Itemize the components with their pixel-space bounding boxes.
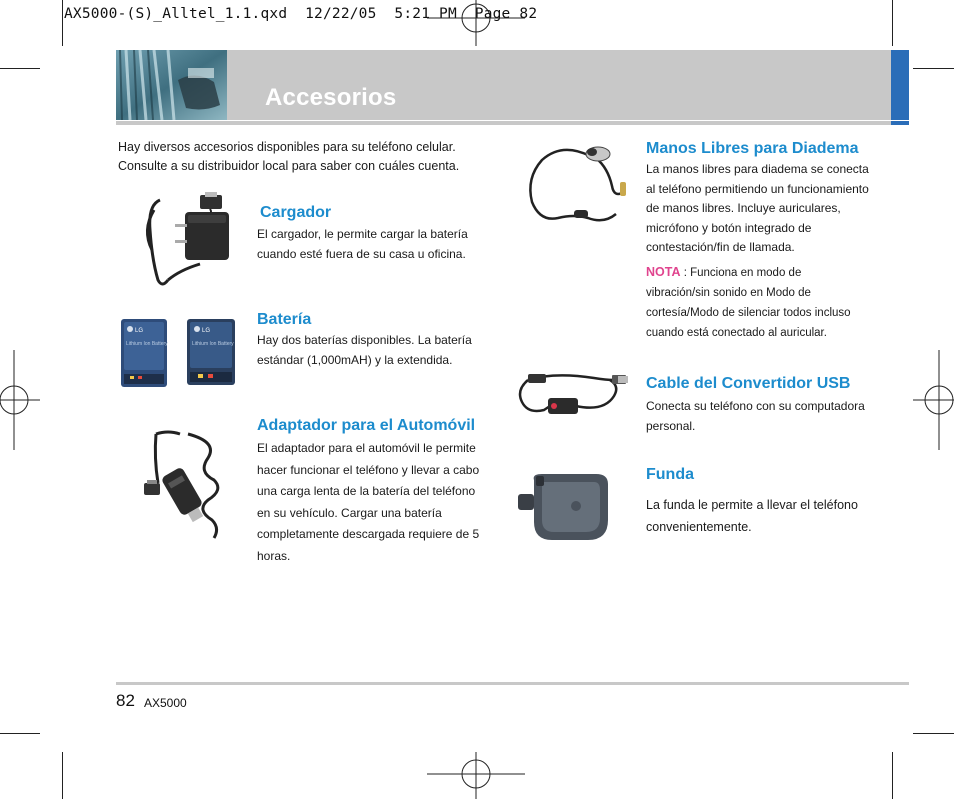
body-line: completamente descargada requiere de 5 (257, 527, 480, 541)
note-block (646, 262, 876, 343)
crop-mark (913, 733, 954, 734)
body-line: de manos libres. Incluye auriculares, (646, 201, 841, 215)
registration-mark-left (0, 350, 40, 450)
section-title-usb: Cable del Convertidor USB (646, 375, 851, 392)
header-blue-tab (891, 50, 909, 120)
headset-image (522, 138, 634, 238)
battery-brand: LG (202, 328, 211, 334)
registration-mark-top (427, 0, 525, 46)
section-title-manos-libres: Manos Libres para Diadema (646, 140, 859, 157)
page-title: Accesorios (265, 84, 397, 111)
battery-brand: LG (135, 328, 144, 334)
body-line: al teléfono permitiendo un funcionamiento (646, 181, 869, 196)
crop-mark (62, 752, 63, 799)
body-line: Hay dos baterías disponibles. La batería (257, 333, 472, 347)
section-body-cargador (257, 225, 487, 264)
note-line: vibración/sin sonido en Modo de (646, 287, 811, 299)
section-title-bateria: Batería (257, 311, 312, 328)
footer-rule (116, 682, 909, 685)
crop-mark (0, 733, 40, 734)
car-adapter-image (138, 428, 228, 544)
section-body-bateria (257, 331, 487, 370)
page-number: 82 (116, 691, 135, 710)
battery-label: Lithium Ion Battery (192, 341, 234, 347)
model-name: AX5000 (144, 696, 187, 710)
section-body-manos-libres (646, 160, 876, 258)
header-rule-accent (891, 121, 909, 125)
body-line: horas. (257, 548, 291, 563)
body-line: El cargador, le permite cargar la batería (257, 227, 468, 241)
body-line: personal. (646, 418, 696, 433)
battery-label: Lithium Ion Battery (126, 341, 168, 347)
print-slug: AX5000-(S)_Alltel_1.1.qxd 12/22/05 5:21 PM Page 82 (64, 6, 538, 22)
note-line: : Funciona en modo de (683, 267, 802, 279)
usb-cable-image (514, 366, 632, 426)
note-label: NOTA (646, 265, 681, 279)
crop-mark (62, 0, 63, 46)
note-line: cuando está conectado al auricular. (646, 327, 827, 339)
body-line: Conecta su teléfono con su computadora (646, 399, 865, 413)
section-body-adaptador (257, 438, 487, 567)
body-line: micrófono y botón integrado de (646, 220, 812, 235)
section-title-adaptador: Adaptador para el Automóvil (257, 417, 476, 434)
crop-mark (892, 752, 893, 799)
body-line: convenientemente. (646, 520, 752, 534)
section-body-funda (646, 494, 876, 538)
holster-image (516, 472, 612, 542)
body-line: estándar (1,000mAH) y la extendida. (257, 352, 453, 367)
body-line: en su vehículo. Cargar una batería (257, 505, 442, 520)
body-line: La manos libres para diadema se conecta (646, 162, 869, 176)
battery-standard-image (120, 318, 168, 388)
registration-mark-right (913, 350, 954, 450)
body-line: contestación/fin de llamada. (646, 240, 795, 254)
section-body-usb (646, 397, 876, 436)
body-line: cuando esté fuera de su casa u oficina. (257, 246, 466, 261)
header-band (116, 50, 891, 120)
section-title-funda: Funda (646, 466, 694, 483)
note-line: cortesía/Modo de silenciar todos incluso (646, 307, 851, 319)
body-line: hacer funcionar el teléfono y llevar a cabo (257, 462, 480, 477)
crop-mark (892, 0, 893, 46)
body-line: La funda le permite a llevar el teléfono (646, 498, 858, 512)
crop-mark (0, 68, 40, 69)
intro-text (118, 138, 498, 176)
registration-mark-bottom (427, 752, 525, 799)
body-line: El adaptador para el automóvil le permite (257, 441, 476, 455)
body-line: una carga lenta de la batería del teléfono (257, 484, 476, 498)
crop-mark (913, 68, 954, 69)
header-photo (116, 50, 227, 120)
battery-extended-image (186, 318, 236, 386)
intro-line: Consulte a su distribuidor local para saber con cuáles cuenta. (118, 159, 460, 173)
intro-line: Hay diversos accesorios disponibles para su teléfono celular. (118, 140, 456, 154)
header-rule (116, 121, 891, 125)
section-title-cargador: Cargador (260, 204, 332, 221)
charger-image (140, 190, 240, 290)
